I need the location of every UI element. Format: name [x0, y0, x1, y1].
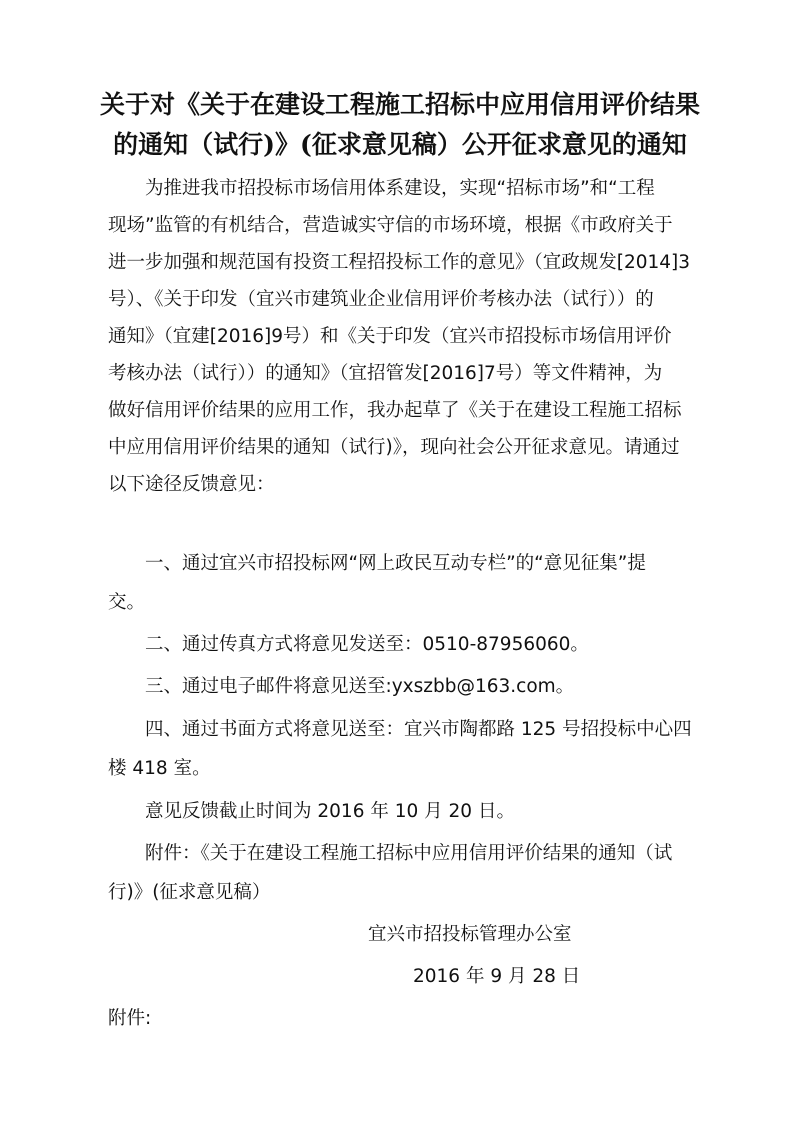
- document-title-line-1: 关于对《关于在建设工程施工招标中应用信用评价结果: [100, 90, 701, 119]
- intro-line-5: 通知》（宜建[2016]9号）和《关于印发（宜兴市招投标市场信用评价: [108, 326, 672, 347]
- intro-line-1: 为推进我市招投标市场信用体系建设，实现“招标市场”和“工程: [145, 178, 655, 199]
- document-title-line-2: 的通知（试行)》(征求意见稿）公开征求意见的通知: [113, 130, 687, 159]
- attachment-line-1: 附件：《关于在建设工程施工招标中应用信用评价结果的通知（试: [145, 843, 673, 864]
- channel-item-1-line-2: 交。: [108, 592, 146, 613]
- intro-line-3: 进一步加强和规范国有投资工程招投标工作的意见》（宜政规发[2014]3: [108, 252, 691, 273]
- signature-organization: 宜兴市招投标管理办公室: [368, 924, 572, 945]
- signature-date: 2016 年 9 月 28 日: [413, 966, 581, 987]
- footer-attachment-label: 附件:: [108, 1008, 152, 1029]
- intro-line-2: 现场”监管的有机结合，营造诚实守信的市场环境，根据《市政府关于: [108, 215, 673, 236]
- channel-item-3: 三、通过电子邮件将意见送至:yxszbb@163.com。: [145, 676, 575, 697]
- channel-item-1-line-1: 一、通过宜兴市招投标网“网上政民互动专栏”的“意见征集”提: [145, 553, 646, 574]
- deadline-text: 意见反馈截止时间为 2016 年 10 月 20 日。: [145, 801, 515, 822]
- intro-line-4: 号）、《关于印发（宜兴市建筑业企业信用评价考核办法（试行））的: [108, 289, 654, 310]
- intro-line-9: 以下途径反馈意见：: [108, 474, 275, 495]
- channel-item-4-line-2: 楼 418 室。: [108, 758, 211, 779]
- intro-line-7: 做好信用评价结果的应用工作，我办起草了《关于在建设工程施工招标: [108, 400, 682, 421]
- attachment-line-2: 行)》(征求意见稿）: [108, 882, 271, 903]
- intro-line-6: 考核办法（试行））的通知》（宜招管发[2016]7号）等文件精神，为: [108, 363, 663, 384]
- intro-line-8: 中应用信用评价结果的通知（试行)》，现向社会公开征求意见。请通过: [108, 437, 680, 458]
- channel-item-4-line-1: 四、通过书面方式将意见送至：宜兴市陶都路 125 号招投标中心四: [145, 719, 692, 740]
- channel-item-2: 二、通过传真方式将意见发送至：0510-87956060。: [145, 634, 589, 655]
